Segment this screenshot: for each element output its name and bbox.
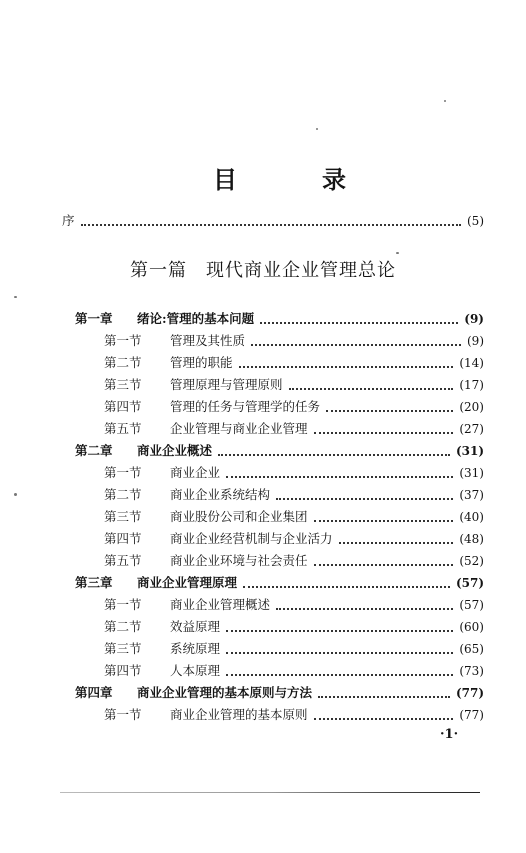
section-page: (37) [459,488,484,502]
chapter-title: 绪论:管理的基本问题 [137,311,255,326]
toc-section [104,485,484,505]
dot-leader [314,431,454,434]
section-number: 第三节 [104,509,142,524]
dot-leader [326,409,453,412]
section-title: 商业企业管理的基本原则 [170,707,308,722]
chapter-title: 商业企业管理的基本原则与方法 [137,685,313,700]
section-number: 第四节 [104,663,142,678]
section-page: (14) [459,356,484,370]
section-page: (52) [459,554,484,568]
section-page: (27) [459,422,484,436]
toc-entry-preface [62,211,484,231]
section-title: 管理原理与管理原则 [170,377,283,392]
dot-leader [289,387,454,390]
chapter-number: 第一章 [75,311,113,326]
toc-chapter [75,309,484,329]
chapter-page: (9) [464,312,484,326]
chapter-number: 第三章 [75,575,113,590]
toc-section [104,617,484,637]
chapter-number: 第二章 [75,443,113,458]
scan-speck [14,493,17,496]
dot-leader [314,519,454,522]
section-title: 商业企业 [170,465,221,480]
section-title: 商业股份公司和企业集团 [170,509,308,524]
section-title: 企业管理与商业企业管理 [170,421,308,436]
dot-leader [226,673,453,676]
scan-speck [316,128,318,130]
section-page: (40) [459,510,484,524]
toc-section [104,375,484,395]
dot-leader [251,343,461,346]
section-title: 商业企业经营机制与企业活力 [170,531,333,546]
toc-heading [0,160,526,194]
section-title: 管理及其性质 [170,333,246,348]
section-page: (65) [459,642,484,656]
dot-leader [260,321,458,324]
scan-speck [14,296,17,298]
section-page: (48) [459,532,484,546]
section-title: 管理的职能 [170,355,233,370]
toc-section [104,507,484,527]
dot-leader [226,475,453,478]
section-number: 第四节 [104,399,142,414]
section-title: 管理的任务与管理学的任务 [170,399,321,414]
section-number: 第一节 [104,333,142,348]
section-page: (20) [459,400,484,414]
toc-section [104,331,484,351]
section-title: 商业企业环境与社会责任 [170,553,308,568]
dot-leader [226,651,453,654]
toc-section [104,463,484,483]
toc-section [104,595,484,615]
preface-label: 序 [62,213,75,228]
section-title: 效益原理 [170,619,221,634]
toc-section [104,353,484,373]
section-number: 第一节 [104,707,142,722]
section-page: (9) [467,334,484,348]
dot-leader [276,497,453,500]
dot-leader [339,541,454,544]
chapter-page: (77) [455,686,484,700]
toc-section [104,419,484,439]
toc-chapter [75,441,484,461]
scan-speck [444,100,446,102]
chapter-title: 商业企业管理原理 [137,575,238,590]
section-number: 第一节 [104,597,142,612]
toc-section [104,639,484,659]
toc-section [104,551,484,571]
dot-leader [226,629,453,632]
dot-leader [218,453,450,456]
section-number: 第一节 [104,465,142,480]
section-number: 第二节 [104,355,142,370]
section-number: 第二节 [104,487,142,502]
dot-leader [243,585,450,588]
section-title: 商业企业管理概述 [170,597,271,612]
section-number: 第三节 [104,377,142,392]
chapter-page: (31) [455,444,484,458]
toc-heading-char-1: 目 [213,165,237,194]
section-number: 第四节 [104,531,142,546]
section-title: 商业企业系统结构 [170,487,271,502]
toc-section [104,529,484,549]
dot-leader [314,563,454,566]
page-number: ·1· [440,727,459,742]
section-title: 人本原理 [170,663,221,678]
part-title: 第一篇 现代商业企业管理总论 [130,260,396,281]
chapter-number: 第四章 [75,685,113,700]
toc-chapter [75,683,484,703]
section-number: 第五节 [104,421,142,436]
scan-speck [396,252,399,254]
preface-page: (5) [467,214,484,228]
toc-heading-char-2: 录 [322,165,346,194]
section-number: 第三节 [104,641,142,656]
dot-leader [318,695,450,698]
toc-chapter [75,573,484,593]
dot-leader [81,223,461,226]
section-page: (60) [459,620,484,634]
section-number: 第二节 [104,619,142,634]
dot-leader [239,365,454,368]
toc-section [104,705,484,725]
section-title: 系统原理 [170,641,221,656]
section-page: (73) [459,664,484,678]
section-page: (77) [459,708,484,722]
dot-leader [276,607,453,610]
chapter-title: 商业企业概述 [137,443,213,458]
toc-section [104,397,484,417]
section-number: 第五节 [104,553,142,568]
chapter-page: (57) [455,576,484,590]
dot-leader [314,717,454,720]
section-page: (57) [459,598,484,612]
scan-edge-line [60,792,480,793]
toc-section [104,661,484,681]
section-page: (17) [459,378,484,392]
section-page: (31) [459,466,484,480]
